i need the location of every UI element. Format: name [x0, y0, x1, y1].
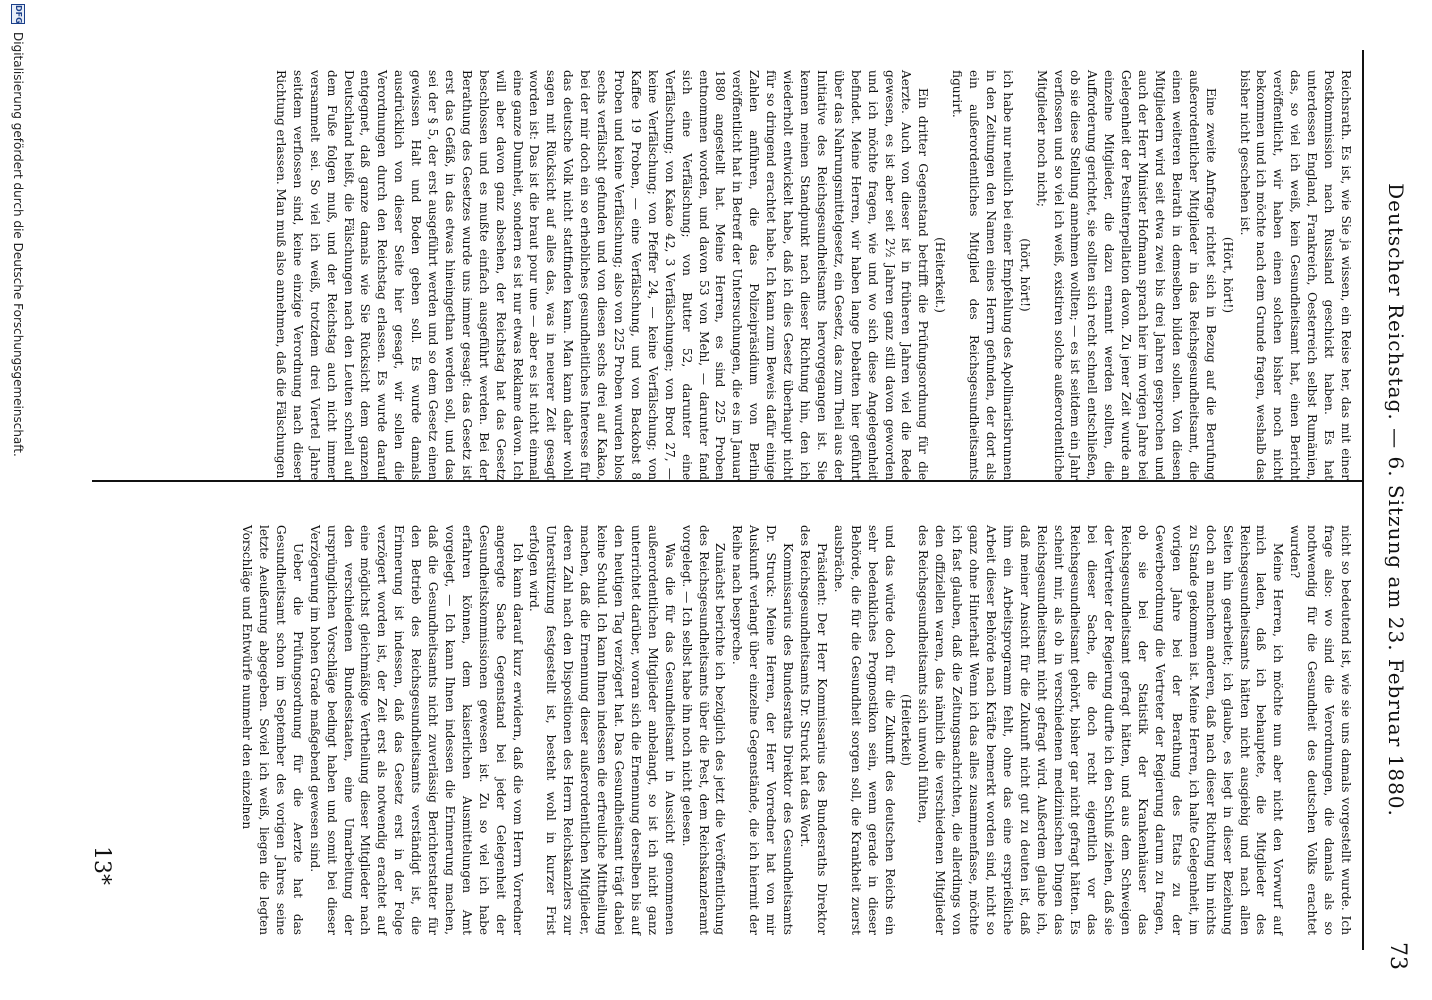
paragraph: Ueber die Prüfungsordnung für die Aerzte hat das Gesundheitsamt schon im September des vorigen Jahres seine letzte Aeußerung abgegeben. Soviel ich weiß, liegen die legten Vorschläge und Entwürfe nunmehr den einzelnen: [240, 525, 305, 935]
paragraph: nicht so bedeutend ist, wie sie uns damals vorgestellt wurde. Ich frage also: wo sind die Verordnungen, die damals als so nothwendig für die Gesundheit des deutschen Volks erachtet wurden?: [1288, 525, 1353, 935]
paragraph: Meine Herren, ich möchte nun aber nicht den Vorwurf auf mich laden, daß ich behauptete, die Mitglieder des Reichsgesundheitsamts hätten nicht ausgiebig und nach allen Seiten hin gearbeitet; ich glaube, es liegt in dieser Beziehung doch an manchem anderen, daß nach dieser Richtung hin nichts zu Stande gekommen ist. Meine Herren, ich halte Gelegenheit, im vorigen Jahre bei der Berathung des Etats zu der Gewerbeordnung die Vertreter der Regierung darum zu fragen, ob sie bei der Statistik der Krankenhäuser das Reichsgesundheitsamt gefragt hätten, und aus dem Schweigen der Vertreter der Regierung durfte ich den Schluß ziehen, daß sie bei dieser Sache, die doch recht eigentlich vor das Reichsgesundheitsamt gehört, bisher gar nicht gefragt hätten. Es scheint mir, als ob in verschiedenen medizinischen Dingen das Reichsgesundheitsamt nicht gefragt wird. Außerdem glaube ich, daß meiner Ansicht für die Zukunft nicht gut zu deuten ist, daß ihm ein Arbeitsprogramm fehlt, ohne das eine ersprießliche Arbeit dieser Behörde nach Kräfte bemerkt worden sind, nicht so ganz ohne Hinterhalt Wenn ich das alles zusammenfasse, möchte ich fast glauben, daß die Zeitungsnachrichten, die allerdings von den offiziellen waren, das nämlich die verschiedenen Mitglieder des Reichsgesundheitsamts sich unwohl fühlten,: [916, 525, 1286, 935]
paragraph: Präsident: Der Herr Kommissarius des Bundesraths Direktor des Reichsgesundheitsamts Dr. Struck hat das Wort.: [798, 525, 829, 935]
right-column: [238, 525, 1354, 935]
interjection: (hört, hört!): [1017, 238, 1032, 312]
signature-mark: 13*: [89, 846, 114, 885]
interjection: (Heiterkeit.): [933, 237, 948, 313]
running-title: Deutscher Reichstag. — 6. Sitzung am 23. Februar 1880.: [1384, 183, 1408, 817]
paragraph: ich habe nur neulich bei einer Empfehlung des Apollinarisbrunnen in den Zeitungen den Namen eines Herrn gefunden, der dort als ein außerordentliches Mitglied des Reichsgesundheitsamts figurirt.: [950, 70, 1015, 480]
dfg-logo: DFG: [11, 4, 25, 24]
paragraph: und das würde doch für die Zukunft des deutschen Reichs ein sehr bedenkliches Prognostikon sein, wenn gerade in dieser Behörde, die für die Gesundheit sorgen soll, die Krankheit zuerst ausbräche.: [831, 525, 897, 935]
paragraph: Reichsrath. Es ist, wie Sie ja wissen, ein Reise her, das mit einer Postkommission nach Russland geschickt haben. Es hat unterdessen England, Frankreich, Oesterreich selbst Rumänien, das, so viel ich weiß, kein Gesundheitsamt hat, einen Bericht veröffentlicht, wir haben einen solchen bisher noch nicht bekommen und ich möchte nach dem Grunde fragen, weshalb das bisher nicht geschehen ist.: [1237, 70, 1353, 480]
paragraph: Kommissarius des Bundesraths Direktor des Gesundheitsamts Dr. Struck: Meine Herren, der Herr Vorredner hat von mir Auskunft verlangt über einzelne Gegenstände, die ich hiermit der Reihe nach bespreche.: [730, 525, 796, 935]
page-header: [1370, 60, 1410, 970]
paragraph: Zunächst berichte ich bezüglich des jetzt die Veröffentlichung des Reichsgesundheitsamts über die Pest, dem Reichskanzleramt vorgelegt. — Ich selbst habe ihn noch nicht gelesen.: [679, 525, 728, 935]
header-rule: [1362, 50, 1364, 950]
left-column: [272, 70, 1354, 480]
paragraph: Eine zweite Anfrage richtet sich in Bezug auf die Berufung außerordentlicher Mitglieder in das Reichsgesundheitsamt, die einen weiteren Beirath in demselben bilden sollen. Von diesen Mitgliedern wird seit etwa zwei bis drei Jahren gesprochen und auch der Herr Minister Hofmann sprach hier im vorigen Jahre bei Gelegenheit der Pestinterpellation davon. Zu jener Zeit wurde an einzelne Mitglieder, die dazu ernannt werden sollten, die Aufforderung gerichtet, sie sollten sich recht schnell entschließen, ob sie diese Stellung annehmen wollten; — es ist seitdem ein Jahr verflossen und so viel ich weiß, existiren solche außerordentliche Mitglieder noch nicht;: [1034, 70, 1218, 480]
paragraph: Was die für das Gesundheitsamt in Aussicht genommenen außerordentlichen Mitglieder anbelangt, so ist ich nicht ganz unterrichtet darüber, woran sich die Ernennung derselben bis auf den heutigen Tag verzögert hat. Das Gesundheitsamt trägt dabei keine Schuld. Ich kann Ihnen indessen die erfreuliche Mittheilung machen, daß die Ernennung dieser außerordentlichen Mitglieder, deren Zahl nach den Dispositionen des Herrn Reichskanzlers zur Unterstützung festgestellt ist, besteht wohl in kurzer Frist erfolgen wird.: [527, 525, 677, 935]
page-number: 73: [1385, 942, 1410, 970]
interjection: (Hört, hört!): [1220, 236, 1235, 314]
paragraph: Ich kann darauf kurz erwidern, daß die vom Herrn Vorredner angeregte Sache Gegenstand bei jeder Gelegenheit der Gesundheitskommissionen gewesen ist. Zu so viel ich habe erfahren können, dem kaiserlichen Ausmittelungen Amt vorgelegt, — Ich kann Ihnen indessen die Erinnerung machen, daß die Gesundheitsamts nicht zuverlässig Berichterstatter für den Betrieb des Reichsgesundheitsamts verständigt ist, die Erinnerung ist indessen, daß das Gesetz erst in der Folge verzögert worden ist, der Zeit erst als notwendig erachtet auf eine möglichst gleichmäßige Vertheilung dieser Mitglieder nach den verschiedenen Bundesstaaten, eine Umarbeitung der ursprünglichen Vorschläge bedingt haben und somit bei dieser Verzögerung im hohen Grade maßgebend gewesen sind.: [307, 525, 525, 935]
column-divider: [92, 480, 1362, 482]
funding-credit: Digitalisierung gefördert durch die Deutsche Forschungsgemeinschaft.: [11, 32, 25, 457]
paragraph: Ein dritter Gegenstand betrifft die Prüfungsordnung für die Aerzte. Auch von dieser ist in früheren Jahren viel die Rede gewesen, es ist aber seit 2½ Jahren ganz still davon geworden und ich möchte fragen, wie und wo sich diese Angelegenheit befindet. Meine Herren, wir haben lange Debatten hier geführt über das Nahrungsmittelgesetz, ein Gesetz, das zum Theil aus der Initiative des Reichsgesundheitsamts hervorgegangen ist. Sie kennen meinen Standpunkt nach dieser Richtung hin, den ich wiederholt entwickelt habe, daß ich dies Gesetz überhaupt nicht für so dringend erachtet habe. Ich kann zum Beweis dafür einige Zahlen anführen, die das Polizeipräsidium von Berlin veröffentlicht hat in Betreff der Untersuchungen, die es im Januar 1880 angestellt hat. Meine Herren, es sind 225 Proben entnommen worden, und davon 53 von Mehl, — darunter fand sich eine Verfälschung; von Butter 52, darunter eine Verfälschung; von Kakao 42, 3 Verfälschungen; von Brod 27, — keine Verfälschung; von Pfeffer 24, — keine Verfälschung; von Kaffee 19 Proben, — eine Verfälschung, und von Backobst 8 Proben und keine Verfälschung; also von 225 Proben wurden blos sechs verfälscht gefunden und von diesen sechs drei auf Kakao, bei der mir doch ein so erhebliches gesundheitliches Interesse für das deutsche Volk nicht stattfinden kann. Man kann daher wohl sagen mit Rücksicht auf alles das, was in neuerer Zeit gesagt worden ist: Das ist die braut pour une — aber es ist nicht einmal eine ganze Dumheit, sondern es ist nur etwas Reklame davon. Ich will aber davon ganz absehen, der Reichstag hat das Gesetz beschlossen und es mußte einfach ausgeführt werden. Bei der Berathung des Gesetzes wurde uns immer gesagt: das Gesetz ist erst das Gefäß, in das etwas hineingethan werden soll, und das sei der § 5, der erst ausgeführt werden und so dem Gesetz einen gewissen Halt und Boden geben soll. Es wurde damals ausdrücklich von dieser Seite hier gesagt, wir sollen die Verordnungen durch den Reichstag erlassen. Es wurde darauf entgegnet, daß ganze damals wie Sie Rücksicht dem ganzen Deutschland heißt, die Fälschungen nach den Leuten schnell auf dem Fuße folgen muß, und der Reichstag auch nicht immer versammelt sei. So viel ich weiß, trotzdem drei Viertel Jahre seitdem verflossen sind, keine einzige Verordnung nach dieser Richtung erlassen. Man muß also annehmen, daß die Fälschungen: [273, 70, 931, 480]
interjection: (Heiterkeit): [899, 693, 914, 767]
digitization-footer: [3, 0, 37, 1000]
